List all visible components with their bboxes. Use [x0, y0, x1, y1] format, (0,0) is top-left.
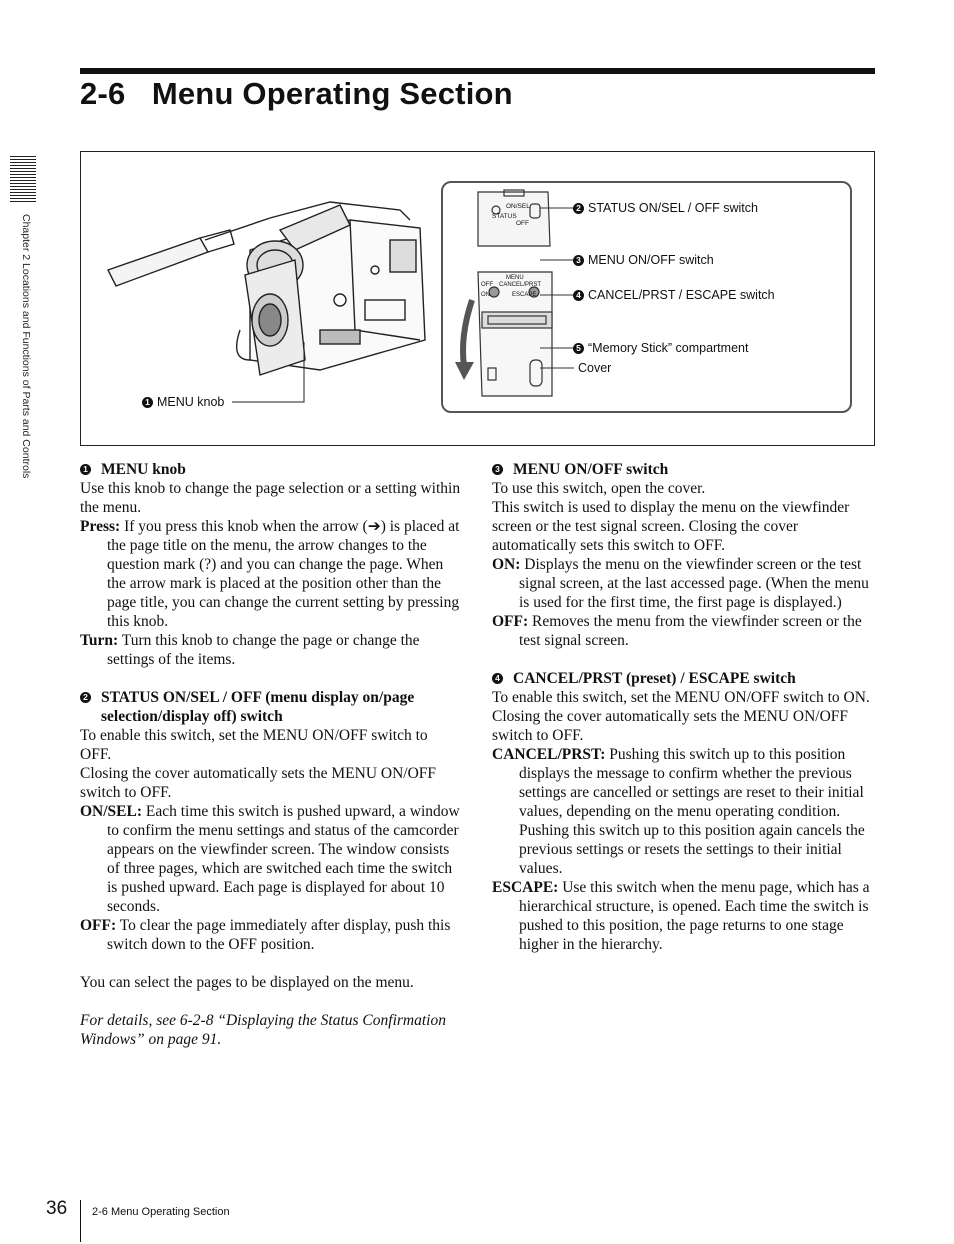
footer-section-title: 2-6 Menu Operating Section	[92, 1206, 230, 1218]
item-heading-menu-knob	[80, 460, 462, 479]
definition: Turn this knob to change the page or change the settings of the items.	[107, 632, 420, 668]
paragraph: Use this knob to change the page selection or a setting within the menu.	[80, 480, 461, 516]
term: ON/SEL:	[80, 803, 143, 820]
callout-number: 1	[142, 397, 153, 408]
paragraph: Closing the cover automatically sets the MENU ON/OFF switch to OFF.	[492, 708, 849, 744]
inset-label-off2: OFF	[481, 282, 493, 288]
inset-label-cancel-prst: CANCEL/PRST	[499, 282, 542, 288]
callout-label: MENU ON/OFF switch	[588, 253, 714, 267]
definition: Each time this switch is pushed upward, a window to confirm the menu settings and status of the camcorder appears on the viewfinder screen. The window consists of three pages, which are switched each time the switch is pushed upward. Each page is displayed for about 10 seconds.	[107, 803, 460, 915]
callout-menu-onoff	[573, 253, 714, 267]
definition: Use this switch when the menu page, which has a hierarchical structure, is opened. Each time the switch is pushed to this position, the page returns to one stage higher in the hierarchy.	[519, 879, 870, 953]
inset-label-escape: ESCAPE	[512, 292, 537, 298]
item-heading-text: STATUS ON/SEL / OFF (menu display on/page selection/display off) switch	[101, 689, 415, 725]
paragraph: To enable this switch, set the MENU ON/OFF switch to OFF.	[80, 727, 428, 763]
right-column	[492, 460, 874, 954]
callout-number: 3	[573, 255, 584, 266]
paragraph: This switch is used to display the menu on the viewfinder screen or the test signal screen. Closing the cover automatically sets this switch to OFF.	[492, 499, 850, 554]
paragraph: Closing the cover automatically sets the MENU ON/OFF switch to OFF.	[80, 765, 437, 801]
definition-on	[492, 555, 874, 612]
callout-label: MENU knob	[157, 395, 225, 409]
paragraph: To use this switch, open the cover.	[492, 480, 706, 497]
callout-status-switch	[573, 201, 758, 215]
definition: Displays the menu on the viewfinder screen or the test signal screen, at the last accessed page. (When the menu is used for the first time, the first page is displayed.)	[519, 556, 869, 611]
definition-off	[80, 916, 462, 954]
term: OFF:	[80, 917, 117, 934]
top-rule	[80, 68, 875, 74]
term: ON:	[492, 556, 521, 573]
inset-label-on-sel: ON/SEL	[506, 203, 530, 210]
item-heading-text: MENU knob	[101, 461, 186, 478]
left-column	[80, 460, 462, 1049]
callout-menu-knob	[142, 395, 224, 409]
item-heading-cancel-escape	[492, 669, 874, 688]
definition: Removes the menu from the viewfinder screen or the test signal screen.	[519, 613, 862, 649]
section-title: 2-6 Menu Operating Section	[80, 76, 513, 111]
callout-label: “Memory Stick” compartment	[588, 341, 749, 355]
item-number: 1	[80, 464, 91, 475]
paragraph: To enable this switch, set the MENU ON/OFF switch to ON.	[492, 689, 870, 706]
callout-memory-stick	[573, 341, 748, 355]
item-number: 3	[492, 464, 503, 475]
term: OFF:	[492, 613, 529, 630]
item-number: 2	[80, 692, 91, 703]
term: Press:	[80, 518, 121, 535]
term: ESCAPE:	[492, 879, 559, 896]
chapter-side-label: Chapter 2 Locations and Functions of Parts and Controls	[20, 214, 32, 479]
callout-label: CANCEL/PRST / ESCAPE switch	[588, 288, 775, 302]
callout-cover: Cover	[578, 361, 612, 375]
item-number: 4	[492, 673, 503, 684]
paragraph: You can select the pages to be displayed on the menu.	[80, 974, 414, 991]
definition-on-sel	[80, 802, 462, 916]
definition: To clear the page immediately after display, push this switch down to the OFF position.	[107, 917, 451, 953]
item-heading-text: MENU ON/OFF switch	[513, 461, 669, 478]
term: Turn:	[80, 632, 119, 649]
definition-turn	[80, 631, 462, 669]
callout-cancel-escape	[573, 288, 775, 302]
callout-number: 2	[573, 203, 584, 214]
item-heading-text: CANCEL/PRST (preset) / ESCAPE switch	[513, 670, 796, 687]
leader-menu-knob	[230, 340, 310, 410]
cross-reference: For details, see 6-2-8 “Displaying the Status Confirmation Windows” on page 91.	[80, 1012, 446, 1048]
inset-label-off: OFF	[516, 220, 529, 227]
term: CANCEL/PRST:	[492, 746, 606, 763]
definition-off	[492, 612, 874, 650]
chapter-tab-stripes	[10, 156, 36, 202]
callout-label: STATUS ON/SEL / OFF switch	[588, 201, 758, 215]
definition: Pushing this switch up to this position displays the message to confirm whether the previous settings are cancelled or settings are reset to their initial values, depending on the menu operating condition.	[519, 746, 864, 820]
item-heading-status-switch	[80, 688, 462, 726]
definition-continued: Pushing this switch up to this position again cancels the previous settings or resets the settings to their initial values.	[519, 822, 865, 877]
definition-press	[80, 517, 462, 631]
callout-number: 4	[573, 290, 584, 301]
inset-label-status: STATUS	[492, 213, 517, 220]
callout-number: 5	[573, 343, 584, 354]
inset-label-on2: ON	[481, 292, 490, 298]
definition-cancel-prst	[492, 745, 874, 821]
definition: If you press this knob when the arrow (➔) is placed at the page title on the menu, the arrow changes to the question mark (?) and you can change the page. When the arrow mark is placed at the position other than the page title, you can change the current setting by pressing this knob.	[107, 518, 460, 630]
footer-rule	[80, 1200, 81, 1242]
page-number: 36	[46, 1198, 68, 1219]
cover-arrow	[452, 296, 478, 384]
definition-escape	[492, 878, 874, 954]
inset-label-menu: MENU	[506, 275, 524, 281]
item-heading-menu-onoff	[492, 460, 874, 479]
